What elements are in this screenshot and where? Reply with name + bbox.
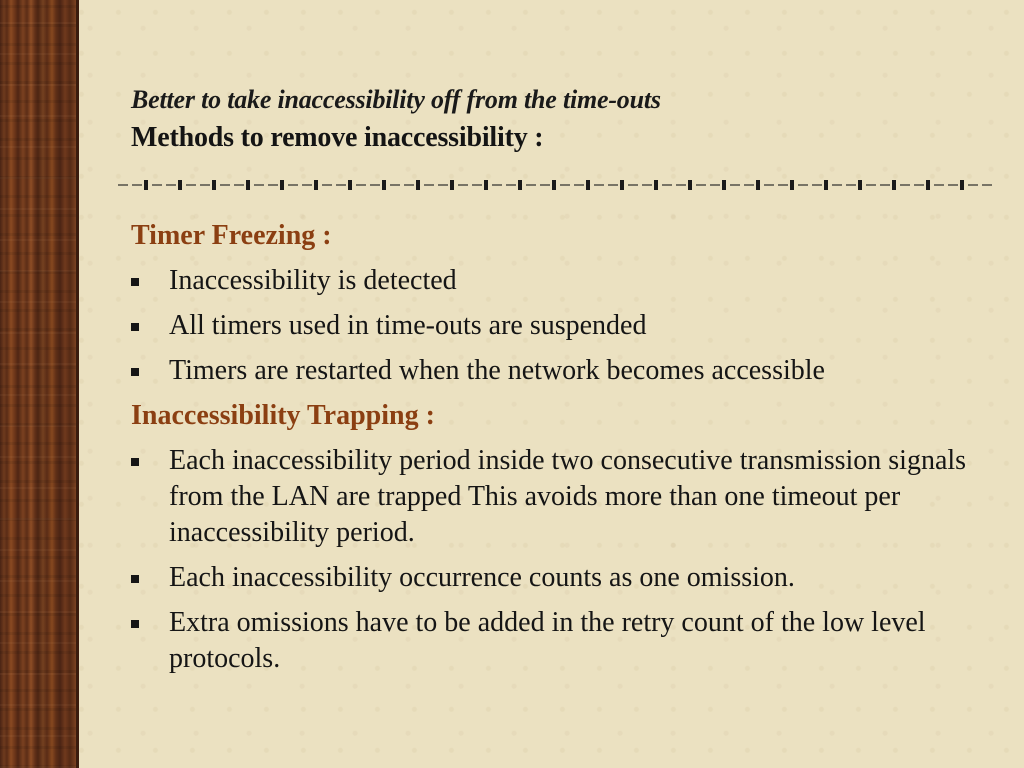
divider-marker [552, 180, 556, 190]
bullet-item [131, 605, 979, 677]
bullet-item [131, 443, 979, 551]
divider-marker [212, 180, 216, 190]
divider-marker [756, 180, 760, 190]
wood-border-edge [76, 0, 79, 768]
divider-marker [892, 180, 896, 190]
divider-marker [314, 180, 318, 190]
divider-marker [960, 180, 964, 190]
square-bullet-icon [131, 575, 139, 583]
divider-marker [450, 180, 454, 190]
slide-subtitle: Better to take inaccessibility off from the time-outs [131, 85, 661, 114]
divider-marker [280, 180, 284, 190]
divider-marker [654, 180, 658, 190]
divider-marker [688, 180, 692, 190]
divider-marker [586, 180, 590, 190]
divider-marker [926, 180, 930, 190]
divider-marker [348, 180, 352, 190]
bullet-item [131, 353, 1011, 389]
section-heading-timer-freezing: Timer Freezing : [131, 220, 332, 251]
divider-marker [416, 180, 420, 190]
slide-title: Methods to remove inaccessibility : [131, 122, 544, 153]
square-bullet-icon [131, 278, 139, 286]
bullet-item [131, 560, 1011, 596]
square-bullet-icon [131, 323, 139, 331]
divider-marker [620, 180, 624, 190]
divider-marker [144, 180, 148, 190]
divider-marker [518, 180, 522, 190]
bullet-text: Each inaccessibility period inside two consecutive transmission signals from the LAN are trapped This avoids more than one timeout per inaccessibility period. [169, 445, 967, 548]
divider-marker [790, 180, 794, 190]
bullet-item [131, 308, 1011, 344]
divider-marker [484, 180, 488, 190]
square-bullet-icon [131, 458, 139, 466]
bullet-text: Timers are restarted when the network becomes accessible [169, 355, 825, 386]
bullet-text: All timers used in time-outs are suspended [169, 310, 647, 341]
divider-marker [824, 180, 828, 190]
square-bullet-icon [131, 620, 139, 628]
section-heading-inaccessibility-trapping: Inaccessibility Trapping : [131, 400, 435, 431]
slide-body [131, 218, 1011, 686]
divider-marker [178, 180, 182, 190]
divider-marker [858, 180, 862, 190]
wood-grain [0, 0, 76, 768]
bullet-item [131, 263, 1011, 299]
bullet-text: Extra omissions have to be added in the retry count of the low level protocols. [169, 607, 926, 674]
divider-marker [382, 180, 386, 190]
bullet-text: Each inaccessibility occurrence counts as one omission. [169, 562, 795, 593]
divider-marker [246, 180, 250, 190]
divider-marker [722, 180, 726, 190]
square-bullet-icon [131, 368, 139, 376]
title-block [131, 82, 661, 158]
dotted-divider [118, 178, 993, 192]
bullet-text: Inaccessibility is detected [169, 265, 457, 296]
